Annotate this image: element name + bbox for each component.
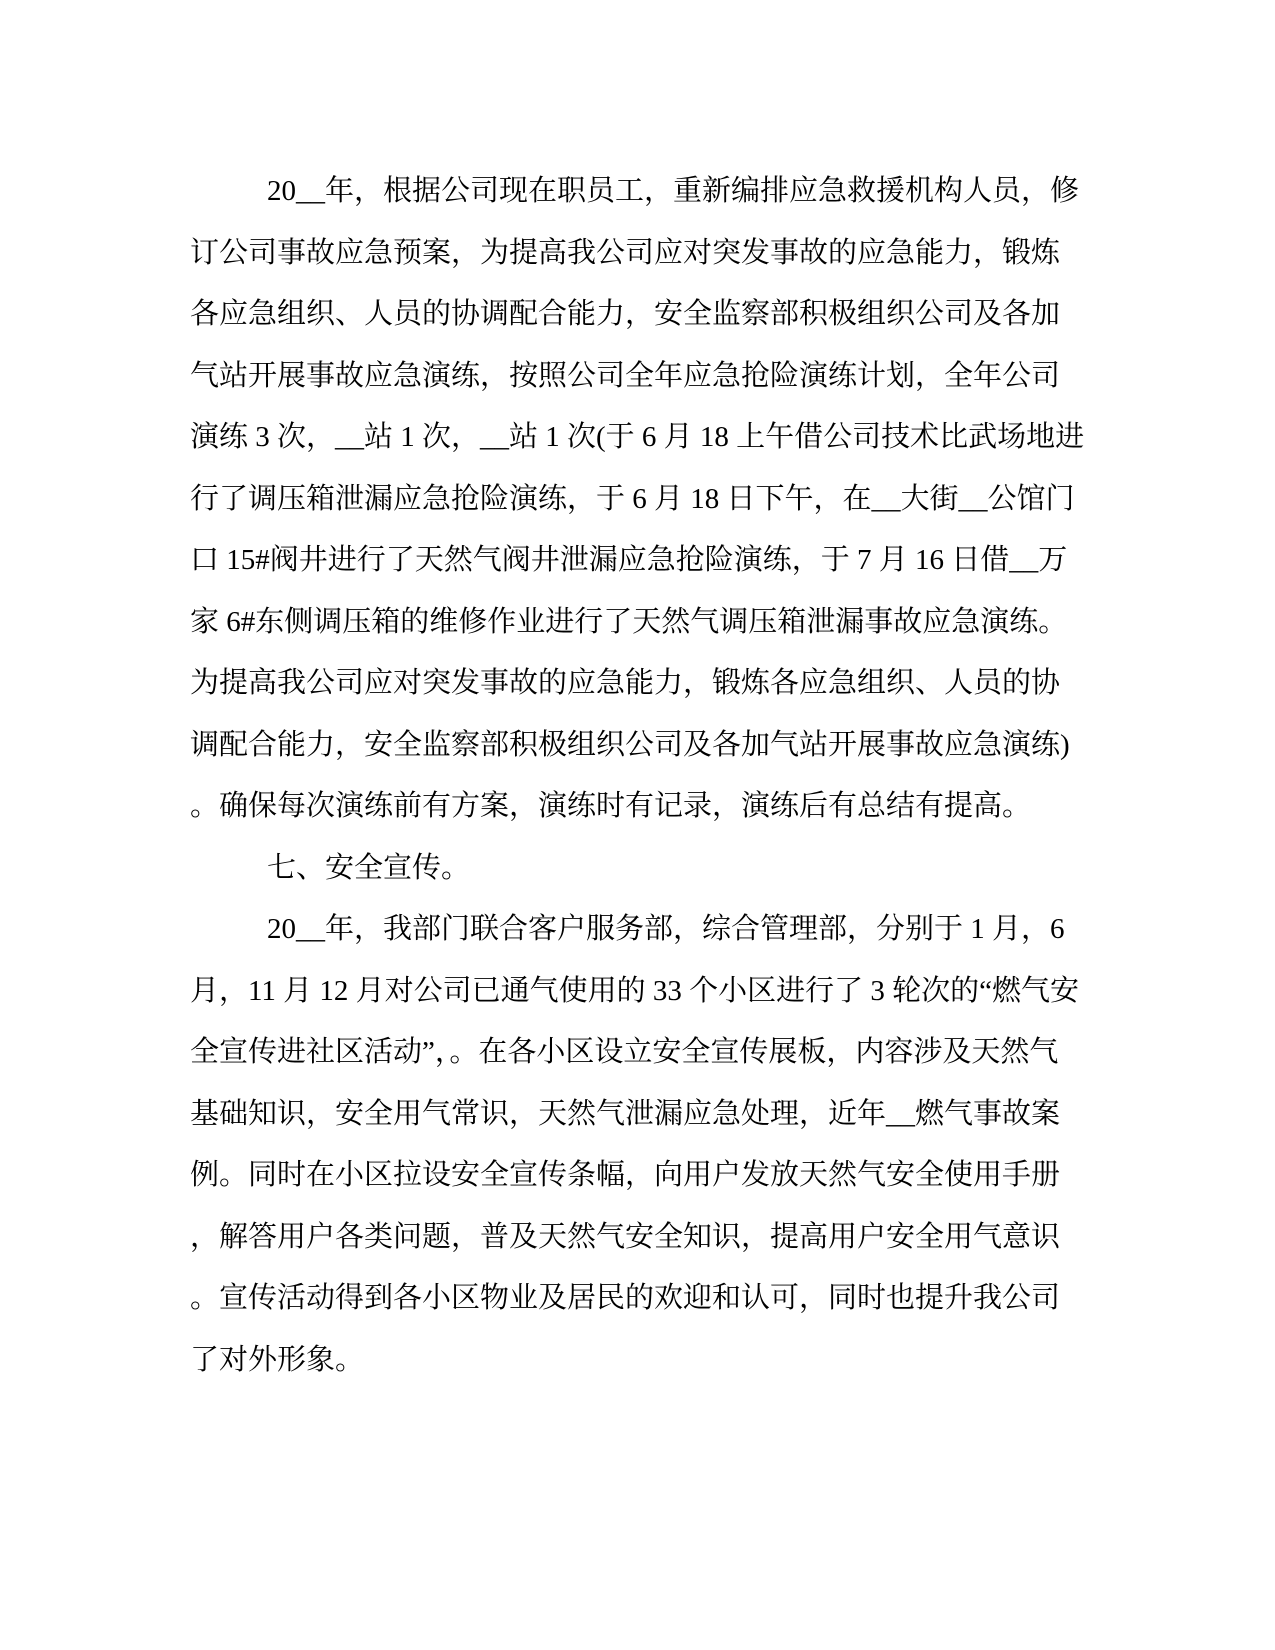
text-line: 订公司事故应急预案，为提高我公司应对突发事故的应急能力，锻炼 [190,236,1061,269]
document-text-block [190,161,1100,1391]
text-line: 。确保每次演练前有方案，演练时有记录，演练后有总结有提高。 [190,790,1032,822]
paragraph-heading-safety-publicity [190,838,1100,900]
text-line: 全宣传进社区活动”，。在各小区设立安全宣传展板，内容涉及天然气 [190,1036,1059,1068]
text-line: 口 15#阀井进行了天然气阀井泄漏应急抢险演练，于 7 月 16 日借__万 [190,544,1068,576]
text-line: 。宣传活动得到各小区物业及居民的欢迎和认可，同时也提升我公司 [190,1282,1061,1314]
paragraph-safety-publicity-detail [190,899,1100,1391]
paragraph-emergency-drills [190,161,1100,838]
text-line: 演练 3 次，__站 1 次，__站 1 次(于 6 月 18 上午借公司技术比武场地进 [190,421,1085,453]
text-line: 例。同时在小区拉设安全宣传条幅，向用户发放天然气安全使用手册 [190,1159,1061,1191]
text-line: 月，11 月 12 月对公司已通气使用的 33 个小区进行了 3 轮次的“燃气安 [190,974,1080,1007]
text-line: 20__年，根据公司现在职员工，重新编排应急救援机构人员，修 [267,175,1080,207]
text-line: 家 6#东侧调压箱的维修作业进行了天然气调压箱泄漏事故应急演练。 [190,605,1068,638]
text-line: 20__年，我部门联合客户服务部，综合管理部，分别于 1 月，6 [267,913,1065,945]
text-line: 行了调压箱泄漏应急抢险演练，于 6 月 18 日下午，在__大街__公馆门 [190,482,1075,515]
text-line: 基础知识，安全用气常识，天然气泄漏应急处理，近年__燃气事故案 [190,1097,1061,1130]
text-line: ，解答用户各类问题，普及天然气安全知识，提高用户安全用气意识 [190,1220,1061,1253]
text-line: 气站开展事故应急演练，按照公司全年应急抢险演练计划，全年公司 [190,359,1061,392]
text-line: 了对外形象。 [190,1343,365,1376]
text-line: 调配合能力，安全监察部积极组织公司及各加气站开展事故应急演练) [190,728,1070,761]
text-line: 各应急组织、人员的协调配合能力，安全监察部积极组织公司及各加 [190,298,1061,330]
text-line: 为提高我公司应对突发事故的应急能力，锻炼各应急组织、人员的协 [190,667,1061,699]
text-line: 七、安全宣传。 [267,851,471,884]
